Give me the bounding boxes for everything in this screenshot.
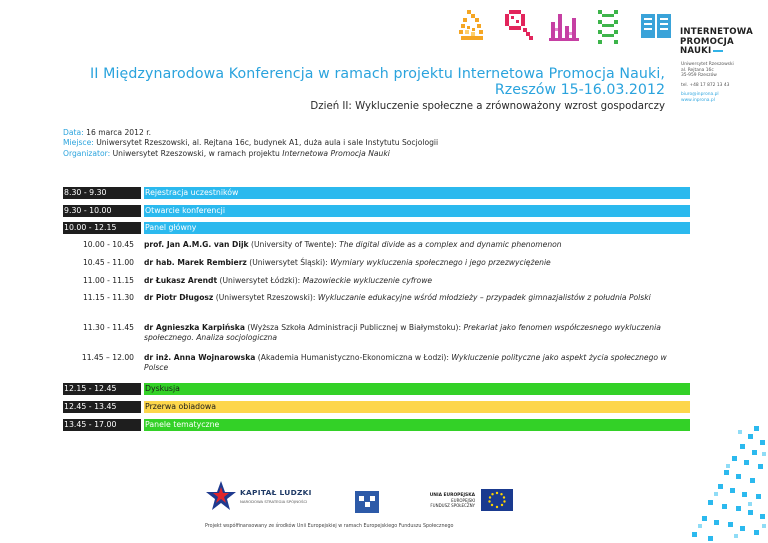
contact-line-3: 35-959 Rzeszów (681, 73, 717, 79)
conference-place-date: Rzeszów 15-16.03.2012 (494, 82, 665, 98)
book-icon (639, 8, 675, 44)
talk-time: 10.45 - 11.00 (82, 258, 134, 267)
info-organizer: Organizator: Uniwersytet Rzeszowski, w ramach projektu Internetowa Promocja Nauki (63, 148, 390, 158)
eu-logo (415, 489, 515, 515)
info-place: Miejsce: Uniwersytet Rzeszowski, al. Rejtana 16c, budynek A1, duża aula i sale Instytutu Socjologii (63, 138, 439, 148)
schedule-bar-main-panel (63, 222, 690, 234)
inprona-logo (680, 28, 762, 57)
talk-body: prof. Jan A.M.G. van Dijk (University of Twente): The digital divide as a complex and dynamic phenomenon (144, 240, 562, 249)
talk-time: 11.30 - 11.45 (82, 323, 134, 332)
contact-block (681, 62, 767, 104)
talk-time: 11.15 - 11.30 (82, 293, 134, 302)
contact-phone: tel. +48 17 872 13 43 (681, 82, 730, 88)
header-icons (455, 8, 675, 48)
contact-web-link[interactable]: www.inprona.pl (681, 97, 715, 103)
conference-title: II Międzynarodowa Konferencja w ramach projektu Internetowa Promocja Nauki, (89, 66, 665, 82)
dna-icon (595, 8, 621, 46)
bar-label: Rejestracja uczestników (144, 187, 690, 199)
talk-time: 10.00 - 10.45 (82, 240, 134, 249)
event-info (63, 128, 438, 159)
middle-logo (355, 491, 379, 513)
contact-line-1: Uniwersytet Rzeszowski (681, 62, 734, 67)
talk-body: dr Piotr Długosz (Uniwersytet Rzeszowski): Wykluczanie edukacyjne wśród młodzieży – przypadek gimnazjalistów z południa Polski (144, 293, 651, 302)
magnifier-icon (501, 8, 535, 44)
contact-line-2: al. Rejtana 16c (681, 67, 714, 73)
day-subtitle: Dzień II: Wykluczenie społeczne a zrównoważony wzrost gospodarczy (310, 101, 665, 112)
talk-body: dr Łukasz Arendt (Uniwersytet Łódzki): Mazowieckie wykluczenie cyfrowe (144, 276, 433, 285)
schedule-bar-registration (63, 187, 690, 199)
kapital-ludzki-logo (205, 479, 335, 519)
bar-label: Otwarcie konferencji (144, 205, 690, 217)
schedule-bar-discussion (63, 383, 690, 395)
talk-time: 11.00 - 11.15 (82, 276, 134, 285)
logo-line-2: PROMOCJA (680, 36, 734, 47)
talk-body: dr hab. Marek Rembierz (Uniwersytet Śląski): Wymiary wykluczenia społecznego i jego przezwyciężenie (144, 258, 551, 267)
star-icon (205, 479, 237, 515)
bar-time: 12.15 - 12.45 (63, 383, 141, 395)
bar-time: 13.45 - 17.00 (63, 419, 141, 431)
schedule-bar-opening (63, 205, 690, 217)
info-date: Data: 16 marca 2012 r. (63, 128, 152, 137)
schedule-bar-thematic-panels (63, 419, 690, 431)
kl-title: KAPITAŁ LUDZKI (240, 488, 312, 497)
bar-time: 9.30 - 10.00 (63, 205, 141, 217)
talk-time: 11.45 – 12.00 (81, 353, 134, 362)
bar-time: 10.00 - 12.15 (63, 222, 141, 234)
kl-subtitle: NARODOWA STRATEGIA SPÓJNOŚCI (240, 499, 308, 504)
bar-time: 8.30 - 9.30 (63, 187, 141, 199)
pixel-decoration (678, 420, 768, 543)
bar-label: Panele tematyczne (144, 419, 690, 431)
bar-label: Dyskusja (144, 383, 690, 395)
bar-graph-icon (547, 8, 581, 44)
talk-body: dr Agnieszka Karpińska (Wyższa Szkoła Administracji Publicznej w Białymstoku): Prekariat jako fenomen współczesnego wykluczenia społecznego. Analiza socjologiczna (144, 323, 661, 343)
funding-note: Projekt współfinansowany ze środków Unii Europejskiej w ramach Europejskiego Funduszu Społecznego (205, 524, 454, 529)
logo-line-1: INTERNETOWA (680, 27, 753, 37)
bar-label: Panel główny (144, 222, 690, 234)
footer (205, 479, 525, 531)
talk-body: dr inż. Anna Wojnarowska (Akademia Humanistyczno-Ekonomiczna w Łodzi): Wykluczenie polityczne jako aspekt życia społecznego w Polsce (144, 353, 667, 373)
eu-text: UNIA EUROPEJSKA EUROPEJSKI FUNDUSZ SPOŁECZNY (429, 493, 475, 508)
bar-label: Przerwa obiadowa (144, 401, 690, 413)
contact-email-link[interactable]: biuro@inprona.pl (681, 92, 719, 98)
flask-icon (455, 8, 489, 44)
logo-line-3: NAUKI (680, 47, 762, 57)
eu-flag-icon (481, 489, 513, 511)
bar-time: 12.45 - 13.45 (63, 401, 141, 413)
schedule-bar-lunch (63, 401, 690, 413)
